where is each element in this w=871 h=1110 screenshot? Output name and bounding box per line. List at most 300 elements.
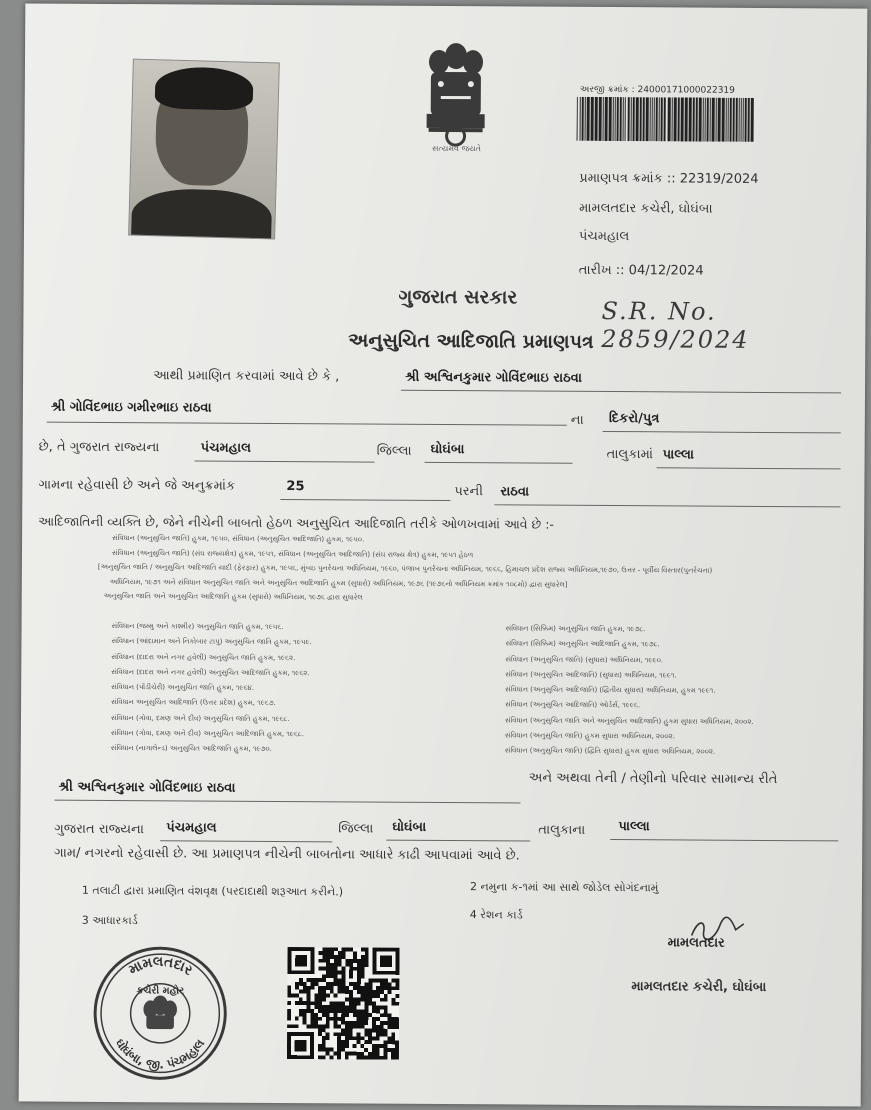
qr-module — [361, 990, 365, 994]
qr-module — [337, 1040, 341, 1044]
qr-module — [314, 1001, 318, 1005]
taluka-label: તાલુકામાં — [606, 446, 654, 463]
qr-module — [376, 1029, 380, 1033]
qr-module — [326, 1048, 330, 1052]
qr-module — [365, 951, 369, 955]
orders-block — [97, 531, 713, 607]
qr-module — [384, 998, 388, 1002]
qr-module — [287, 990, 291, 994]
qr-module — [365, 982, 369, 986]
qr-module — [341, 1044, 345, 1048]
qr-module — [357, 1013, 361, 1017]
lower-state-prefix: ગુજરાત રાજ્યના — [54, 821, 144, 838]
qr-module — [326, 1032, 330, 1036]
qr-module — [357, 1017, 361, 1021]
qr-module — [310, 1017, 314, 1021]
barcode-bar — [736, 98, 738, 142]
basis-statement: ગામ/ નગરનો રહેવાસી છે. આ પ્રમાણપત્ર નીચેની બાબતોના આધારે કાઢી આપવામાં આવે છે. — [54, 845, 520, 864]
qr-module — [388, 1017, 392, 1021]
issuing-office: મામલતદાર કચેરી, ઘોઘંબા — [579, 200, 713, 217]
qr-module — [357, 963, 361, 967]
qr-module — [322, 1040, 326, 1044]
qr-module — [303, 990, 307, 994]
qr-module — [345, 1005, 349, 1009]
qr-module — [361, 971, 365, 975]
qr-module — [303, 1001, 307, 1005]
taluka-value: ઘોઘંબા — [430, 441, 465, 458]
qr-module — [349, 994, 353, 998]
qr-module — [395, 1052, 399, 1056]
qr-module — [338, 982, 342, 986]
qr-module — [395, 1056, 399, 1060]
qr-code[interactable] — [287, 947, 400, 1060]
qr-module — [330, 1001, 334, 1005]
barcode — [577, 97, 757, 142]
barcode-bar — [751, 98, 754, 142]
document-item-2: 2 નમુના ક-૧માં આ સાથે જોડેલ સોગંદનામું — [469, 880, 659, 895]
qr-module — [372, 1044, 376, 1048]
barcode-bar — [716, 98, 717, 142]
qr-module — [295, 1024, 299, 1028]
barcode-bar — [609, 97, 612, 141]
qr-module — [330, 967, 334, 971]
qr-module — [307, 978, 311, 982]
qr-module — [384, 1033, 388, 1037]
qr-module — [334, 974, 338, 978]
of-tribe-label: પરની — [454, 484, 483, 500]
qr-module — [299, 982, 303, 986]
qr-module — [345, 1021, 349, 1025]
qr-module — [361, 955, 365, 959]
order-line: સંવિધાન (આંદામાન અને નિકોબાર ટાપુ) અનુસુચિત જાતિ હુકમ, ૧૯૫૯. — [111, 637, 312, 647]
qr-module — [326, 1052, 330, 1056]
qr-module — [334, 963, 338, 967]
tribe-statement: આદિજાતિની વ્યક્તિ છે, જેને નીચેની બાબતો હેઠળ અનુસુચિત આદિજાતિ તરીકે ઓળખવામાં આવે છે :- — [38, 513, 555, 532]
qr-module — [349, 1021, 353, 1025]
qr-module — [322, 1055, 326, 1059]
qr-module — [384, 1048, 388, 1052]
qr-module — [326, 967, 330, 971]
qr-module — [303, 982, 307, 986]
qr-module — [322, 1028, 326, 1032]
qr-module — [364, 1029, 368, 1033]
qr-module — [361, 959, 365, 963]
village-value: પાલ્લા — [662, 447, 695, 463]
qr-module — [295, 1001, 299, 1005]
qr-module — [372, 1029, 376, 1033]
qr-module — [326, 1017, 330, 1021]
qr-module — [345, 1013, 349, 1017]
qr-module — [345, 1009, 349, 1013]
certificate-title: અનુસુચિત આદિજાતિ પ્રમાણપત્ર — [348, 329, 594, 353]
qr-module — [383, 1052, 387, 1056]
qr-module — [322, 955, 326, 959]
qr-module — [337, 1036, 341, 1040]
qr-module — [330, 990, 334, 994]
barcode-bar — [643, 97, 645, 141]
order-line: સંવિધાન (અનુસુચિત આદિજાતિ) (સુધારા) અધિનિયમ, ૧૯૯૧. — [505, 670, 677, 680]
qr-module — [372, 1002, 376, 1006]
order-line: સંવિધાન (પોંડીચેરી) અનુસુચિત જાતિ હુકમ, ૧૯૬૪. — [111, 683, 255, 693]
qr-module — [361, 1009, 365, 1013]
qr-module — [349, 1002, 353, 1006]
barcode-bar — [640, 97, 642, 141]
qr-module — [364, 1032, 368, 1036]
qr-module — [365, 963, 369, 967]
qr-module — [364, 1005, 368, 1009]
qr-module — [330, 1017, 334, 1021]
qr-module — [361, 1017, 365, 1021]
qr-module — [361, 975, 365, 979]
district-value: પંચમહાલ — [200, 440, 251, 456]
qr-module — [353, 1021, 357, 1025]
qr-module — [357, 1021, 361, 1025]
qr-module — [333, 1025, 337, 1029]
qr-module — [368, 1033, 372, 1037]
qr-module — [342, 967, 346, 971]
qr-module — [334, 994, 338, 998]
qr-module — [337, 1052, 341, 1056]
qr-module — [342, 955, 346, 959]
qr-module — [318, 978, 322, 982]
qr-module — [349, 1036, 353, 1040]
qr-module — [318, 1001, 322, 1005]
qr-module — [357, 1036, 361, 1040]
qr-module — [310, 1001, 314, 1005]
qr-module — [333, 1021, 337, 1025]
qr-module — [388, 990, 392, 994]
qr-module — [318, 994, 322, 998]
qr-module — [395, 1044, 399, 1048]
qr-module — [395, 1002, 399, 1006]
qr-module — [303, 1017, 307, 1021]
barcode-bar — [636, 97, 639, 141]
qr-module — [364, 1040, 368, 1044]
qr-module — [334, 959, 338, 963]
barcode-bar — [595, 97, 598, 141]
qr-module — [334, 982, 338, 986]
qr-module — [353, 955, 357, 959]
qr-module — [341, 1021, 345, 1025]
barcode-bar — [654, 97, 655, 141]
qr-module — [345, 959, 349, 963]
qr-module — [368, 1029, 372, 1033]
order-line: અનુસુચિત જાતિ અને અનુસુચિત આદિજાતિ હુકમ (સુધારો) અધિનિયમ, ૧૯૭૬ દ્વારા સુધારેલ — [103, 591, 363, 602]
qr-module — [337, 1032, 341, 1036]
qr-module — [337, 1048, 341, 1052]
qr-module — [364, 1021, 368, 1025]
qr-module — [372, 1056, 376, 1060]
order-line: સંવિધાન (સિક્કિમ) અનુસુચિત આદિજાતિ હુકમ, ૧૯૭૮. — [505, 639, 660, 649]
qr-module — [311, 986, 315, 990]
qr-module — [368, 986, 372, 990]
qr-module — [334, 947, 338, 951]
qr-module — [357, 1040, 361, 1044]
qr-module — [307, 994, 311, 998]
qr-module — [356, 1052, 360, 1056]
state-prefix: છે, તે ગુજરાત રાજ્યના — [38, 439, 160, 456]
qr-module — [357, 971, 361, 975]
order-line: સંવિધાન (દાદરા અને નગર હવેલી) અનુસુચિત જાતિ હુકમ, ૧૯૬૨. — [111, 652, 296, 662]
qr-module — [365, 998, 369, 1002]
qr-module — [338, 978, 342, 982]
tribe-name: રાઠવા — [500, 484, 530, 500]
father-name: શ્રી ગોવિંદભાઇ ગમીરભાઇ રાઠવા — [50, 399, 212, 416]
lower-taluka-label: તાલુકાના — [538, 822, 586, 838]
qr-module — [326, 947, 330, 951]
qr-module — [384, 979, 388, 983]
qr-module — [368, 1002, 372, 1006]
qr-module — [334, 967, 338, 971]
family-note: અને અથવા તેની / તેણીનો પરિવાર સામાન્ય રીતે — [528, 770, 778, 788]
qr-module — [329, 1048, 333, 1052]
qr-module — [364, 1017, 368, 1021]
barcode-bar — [656, 97, 658, 141]
qr-module — [345, 1044, 349, 1048]
qr-module — [361, 1013, 365, 1017]
barcode-bar — [710, 98, 711, 142]
qr-module — [310, 1009, 314, 1013]
qr-module — [361, 967, 365, 971]
qr-module — [314, 994, 318, 998]
qr-module — [330, 947, 334, 951]
qr-module — [349, 1005, 353, 1009]
qr-module — [372, 1048, 376, 1052]
qr-module — [345, 1052, 349, 1056]
qr-module — [322, 967, 326, 971]
barcode-bar — [580, 97, 581, 141]
order-line: સંવિધાન (અનુસુચિત જાતિ) (સંઘ રાજ્યક્ષેત્ર) હુકમ, ૧૯૫૧, સંવિધાન (અનુસુચિત આદિજાતિ) (સંઘ રાજ્ય ક્ષેત્ર) હુકમ, ૧૯૫૧ હેઠળ — [111, 548, 474, 559]
qr-module — [318, 1028, 322, 1032]
qr-module — [360, 1056, 364, 1060]
qr-module — [287, 993, 291, 997]
qr-module — [307, 986, 311, 990]
qr-module — [299, 1013, 303, 1017]
qr-module — [345, 963, 349, 967]
document-item-3: 3 આધારકાર્ડ — [81, 913, 138, 928]
qr-module — [338, 955, 342, 959]
of-label: ના — [570, 412, 584, 428]
qr-module — [376, 1006, 380, 1010]
qr-module — [311, 978, 315, 982]
barcode-bar — [696, 98, 698, 142]
qr-module — [334, 978, 338, 982]
qr-module — [357, 990, 361, 994]
district-label: જિલ્લા — [376, 443, 412, 459]
qr-module — [318, 1005, 322, 1009]
qr-module — [314, 1017, 318, 1021]
barcode-bar — [705, 98, 706, 142]
order-line: સંવિધાન અનુસુચિત આદિજાતિ (ઉત્તર પ્રદેશ) હુકમ, ૧૯૬૭. — [111, 698, 276, 708]
qr-module — [322, 1044, 326, 1048]
qr-module — [376, 994, 380, 998]
qr-module — [322, 990, 326, 994]
qr-module — [334, 1005, 338, 1009]
barcode-bar — [599, 97, 602, 141]
order-line: સંવિધાન (અનુસુચિત જાતિ) હુકમ સુધારા અધિનિયમ, ૨૦૦૨. — [504, 731, 675, 741]
office-seal — [91, 944, 230, 1083]
qr-module — [349, 1032, 353, 1036]
qr-module — [395, 1025, 399, 1029]
qr-module — [380, 982, 384, 986]
qr-module — [349, 959, 353, 963]
relation: દિકરો/પુત્ર — [608, 411, 660, 427]
qr-module — [368, 1052, 372, 1056]
lower-district-value: પંચમહાલ — [166, 820, 217, 836]
qr-module — [310, 1021, 314, 1025]
barcode-bar — [743, 98, 744, 142]
barcode-bar — [718, 98, 721, 142]
order-line: સંવિધાન (અનુસુચિત આદિજાતિ) ઓર્ડર્સ, ૧૯૯૬. — [505, 700, 641, 710]
qr-module — [311, 982, 315, 986]
barcode-bar — [745, 98, 747, 142]
order-line: સંવિધાન (જમ્મુ અને કાશ્મીર) અનુસુચિત જાતિ હુકમ, ૧૯૫૬. — [111, 621, 284, 632]
barcode-bar — [681, 97, 684, 141]
qr-module — [384, 1029, 388, 1033]
qr-module — [372, 994, 376, 998]
qr-module — [361, 963, 365, 967]
barcode-bar — [591, 97, 594, 141]
qr-module — [326, 1009, 330, 1013]
qr-module — [395, 1048, 399, 1052]
qr-module — [396, 982, 400, 986]
qr-module — [349, 1009, 353, 1013]
signature-title: મામલતદાર — [667, 935, 725, 951]
qr-module — [372, 1025, 376, 1029]
qr-module — [384, 986, 388, 990]
barcode-bar — [613, 97, 614, 141]
qr-module — [380, 979, 384, 983]
qr-module — [380, 998, 384, 1002]
qr-module — [391, 1040, 395, 1044]
qr-module — [307, 1001, 311, 1005]
qr-module — [380, 1056, 384, 1060]
order-line: સંવિધાન (ગોવા, દમણ અને દીવ) અનુસુચિત જાતિ હુકમ, ૧૯૬૮. — [110, 713, 290, 723]
qr-module — [353, 986, 357, 990]
qr-module — [387, 1036, 391, 1040]
qr-module — [376, 1048, 380, 1052]
qr-module — [357, 1009, 361, 1013]
qr-module — [376, 978, 380, 982]
qr-module — [372, 1006, 376, 1010]
qr-module — [360, 1036, 364, 1040]
qr-module — [345, 986, 349, 990]
qr-module — [372, 1021, 376, 1025]
qr-module — [384, 1006, 388, 1010]
qr-module — [337, 1009, 341, 1013]
national-emblem-icon — [420, 36, 491, 156]
qr-module — [338, 959, 342, 963]
qr-module — [353, 1013, 357, 1017]
qr-module — [357, 998, 361, 1002]
qr-module — [337, 1005, 341, 1009]
qr-module — [287, 986, 291, 990]
qr-module — [353, 1036, 357, 1040]
barcode-bar — [693, 98, 695, 142]
qr-module — [349, 947, 353, 951]
barcode-bar — [668, 97, 671, 141]
resident-prefix: ગામના રહેવાસી છે અને જે અનુક્રમાંક — [38, 477, 236, 494]
qr-module — [338, 951, 342, 955]
barcode-bar — [689, 97, 692, 141]
qr-module — [368, 982, 372, 986]
signature-office: મામલતદાર કચેરી, ઘોઘંબા — [631, 979, 767, 995]
qr-module — [391, 1052, 395, 1056]
qr-module — [295, 955, 307, 967]
barcode-bar — [620, 97, 622, 141]
qr-module — [365, 994, 369, 998]
applicant-photo — [128, 59, 280, 240]
qr-module — [314, 1021, 318, 1025]
qr-module — [318, 1032, 322, 1036]
barcode-bar — [728, 98, 729, 142]
qr-module — [322, 1009, 326, 1013]
qr-module — [392, 1002, 396, 1006]
qr-module — [353, 1002, 357, 1006]
qr-module — [391, 1037, 395, 1041]
qr-module — [341, 1032, 345, 1036]
qr-module — [307, 1005, 311, 1009]
qr-module — [322, 986, 326, 990]
applicant-name: શ્રી અશ્વિનકુમાર ગોવિંદભાઇ રાઠવા — [405, 369, 583, 386]
barcode-bar — [631, 97, 632, 141]
qr-module — [372, 1017, 376, 1021]
qr-module — [330, 963, 334, 967]
qr-module — [365, 990, 369, 994]
qr-module — [318, 1009, 322, 1013]
qr-module — [357, 1002, 361, 1006]
qr-module — [291, 1024, 295, 1028]
qr-module — [322, 959, 326, 963]
qr-module — [314, 1024, 318, 1028]
qr-module — [361, 986, 365, 990]
svg-text:મામલતદાર — [126, 954, 196, 980]
qr-module — [303, 1013, 307, 1017]
qr-module — [341, 1009, 345, 1013]
barcode-bar — [703, 98, 704, 142]
barcode-bar — [617, 97, 619, 141]
qr-module — [357, 967, 361, 971]
qr-module — [307, 1009, 311, 1013]
order-line: સંવિધાન (અનુસુચિત જાતિ) (દ્વિતિ સુધારા) હુકમ સુધારા અધિનિયમ, ૨૦૦૨. — [504, 746, 716, 757]
qr-module — [380, 1044, 384, 1048]
qr-module — [376, 1025, 380, 1029]
qr-module — [349, 974, 353, 978]
qr-module — [349, 1025, 353, 1029]
qr-module — [306, 1024, 310, 1028]
qr-module — [295, 982, 299, 986]
qr-module — [329, 1055, 333, 1059]
application-number: અરજી ક્રમાંક : 24000171000022319 — [579, 84, 735, 96]
barcode-bar — [748, 98, 750, 142]
qr-module — [361, 948, 365, 952]
qr-module — [345, 1029, 349, 1033]
barcode-bar — [672, 97, 673, 141]
qr-module — [384, 982, 388, 986]
qr-module — [318, 951, 322, 955]
qr-module — [383, 1056, 387, 1060]
qr-module — [368, 1056, 372, 1060]
qr-module — [337, 1017, 341, 1021]
qr-module — [380, 1025, 384, 1029]
qr-module — [356, 1056, 360, 1060]
qr-module — [361, 998, 365, 1002]
qr-module — [360, 1052, 364, 1056]
qr-module — [326, 1013, 330, 1017]
qr-module — [333, 1052, 337, 1056]
qr-module — [353, 967, 357, 971]
qr-module — [330, 986, 334, 990]
